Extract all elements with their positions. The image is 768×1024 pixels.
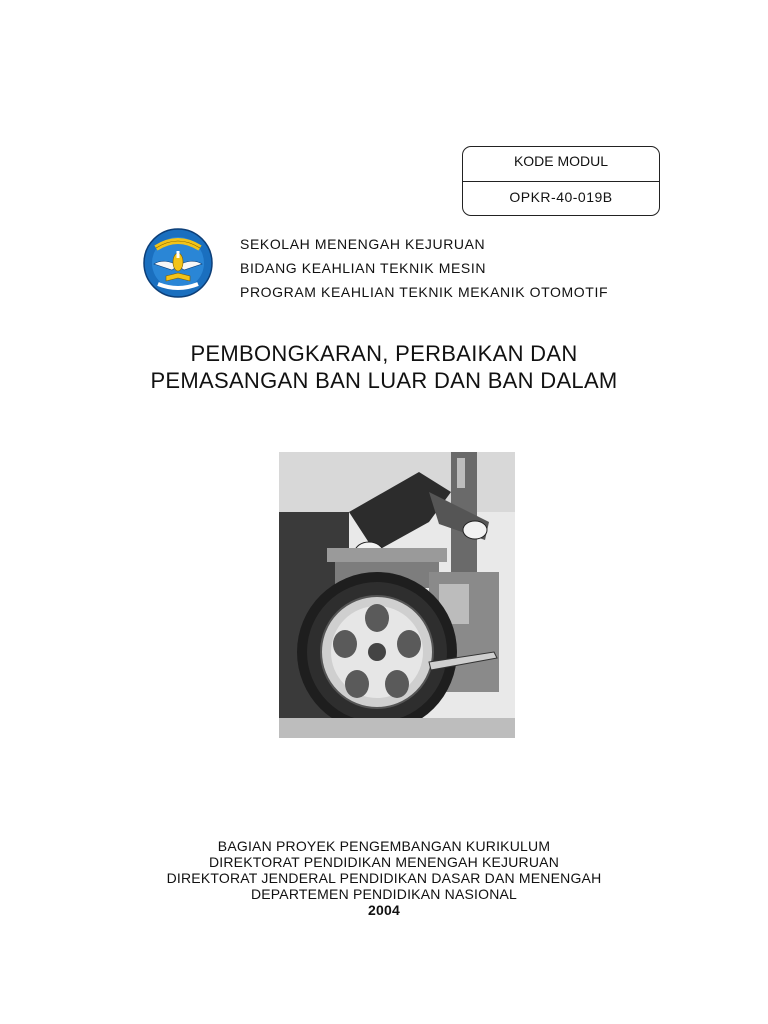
publication-year: 2004	[368, 902, 400, 918]
school-program: PROGRAM KEAHLIAN TEKNIK MEKANIK OTOMOTIF	[240, 284, 609, 300]
school-field: BIDANG KEAHLIAN TEKNIK MESIN	[240, 260, 487, 276]
module-code-divider	[463, 181, 659, 182]
publisher-info	[0, 838, 768, 918]
tire-changer-photo-icon	[279, 452, 515, 738]
module-code-box	[462, 146, 660, 216]
title-line-1: PEMBONGKARAN, PERBAIKAN DAN	[190, 341, 578, 366]
title-line-2: PEMASANGAN BAN LUAR DAN BAN DALAM	[150, 368, 618, 393]
document-title	[0, 340, 768, 394]
tut-wuri-handayani-logo-icon	[142, 226, 214, 300]
school-name: SEKOLAH MENENGAH KEJURUAN	[240, 236, 486, 252]
publisher-line-4: DEPARTEMEN PENDIDIKAN NASIONAL	[250, 886, 518, 902]
module-code-value: OPKR-40-019B	[509, 189, 613, 205]
publisher-line-1: BAGIAN PROYEK PENGEMBANGAN KURIKULUM	[217, 838, 551, 854]
module-code-label: KODE MODUL	[513, 153, 609, 169]
publisher-line-2: DIREKTORAT PENDIDIKAN MENENGAH KEJURUAN	[208, 854, 560, 870]
publisher-line-3: DIREKTORAT JENDERAL PENDIDIKAN DASAR DAN MENENGAH	[166, 870, 602, 886]
school-info	[240, 232, 608, 304]
